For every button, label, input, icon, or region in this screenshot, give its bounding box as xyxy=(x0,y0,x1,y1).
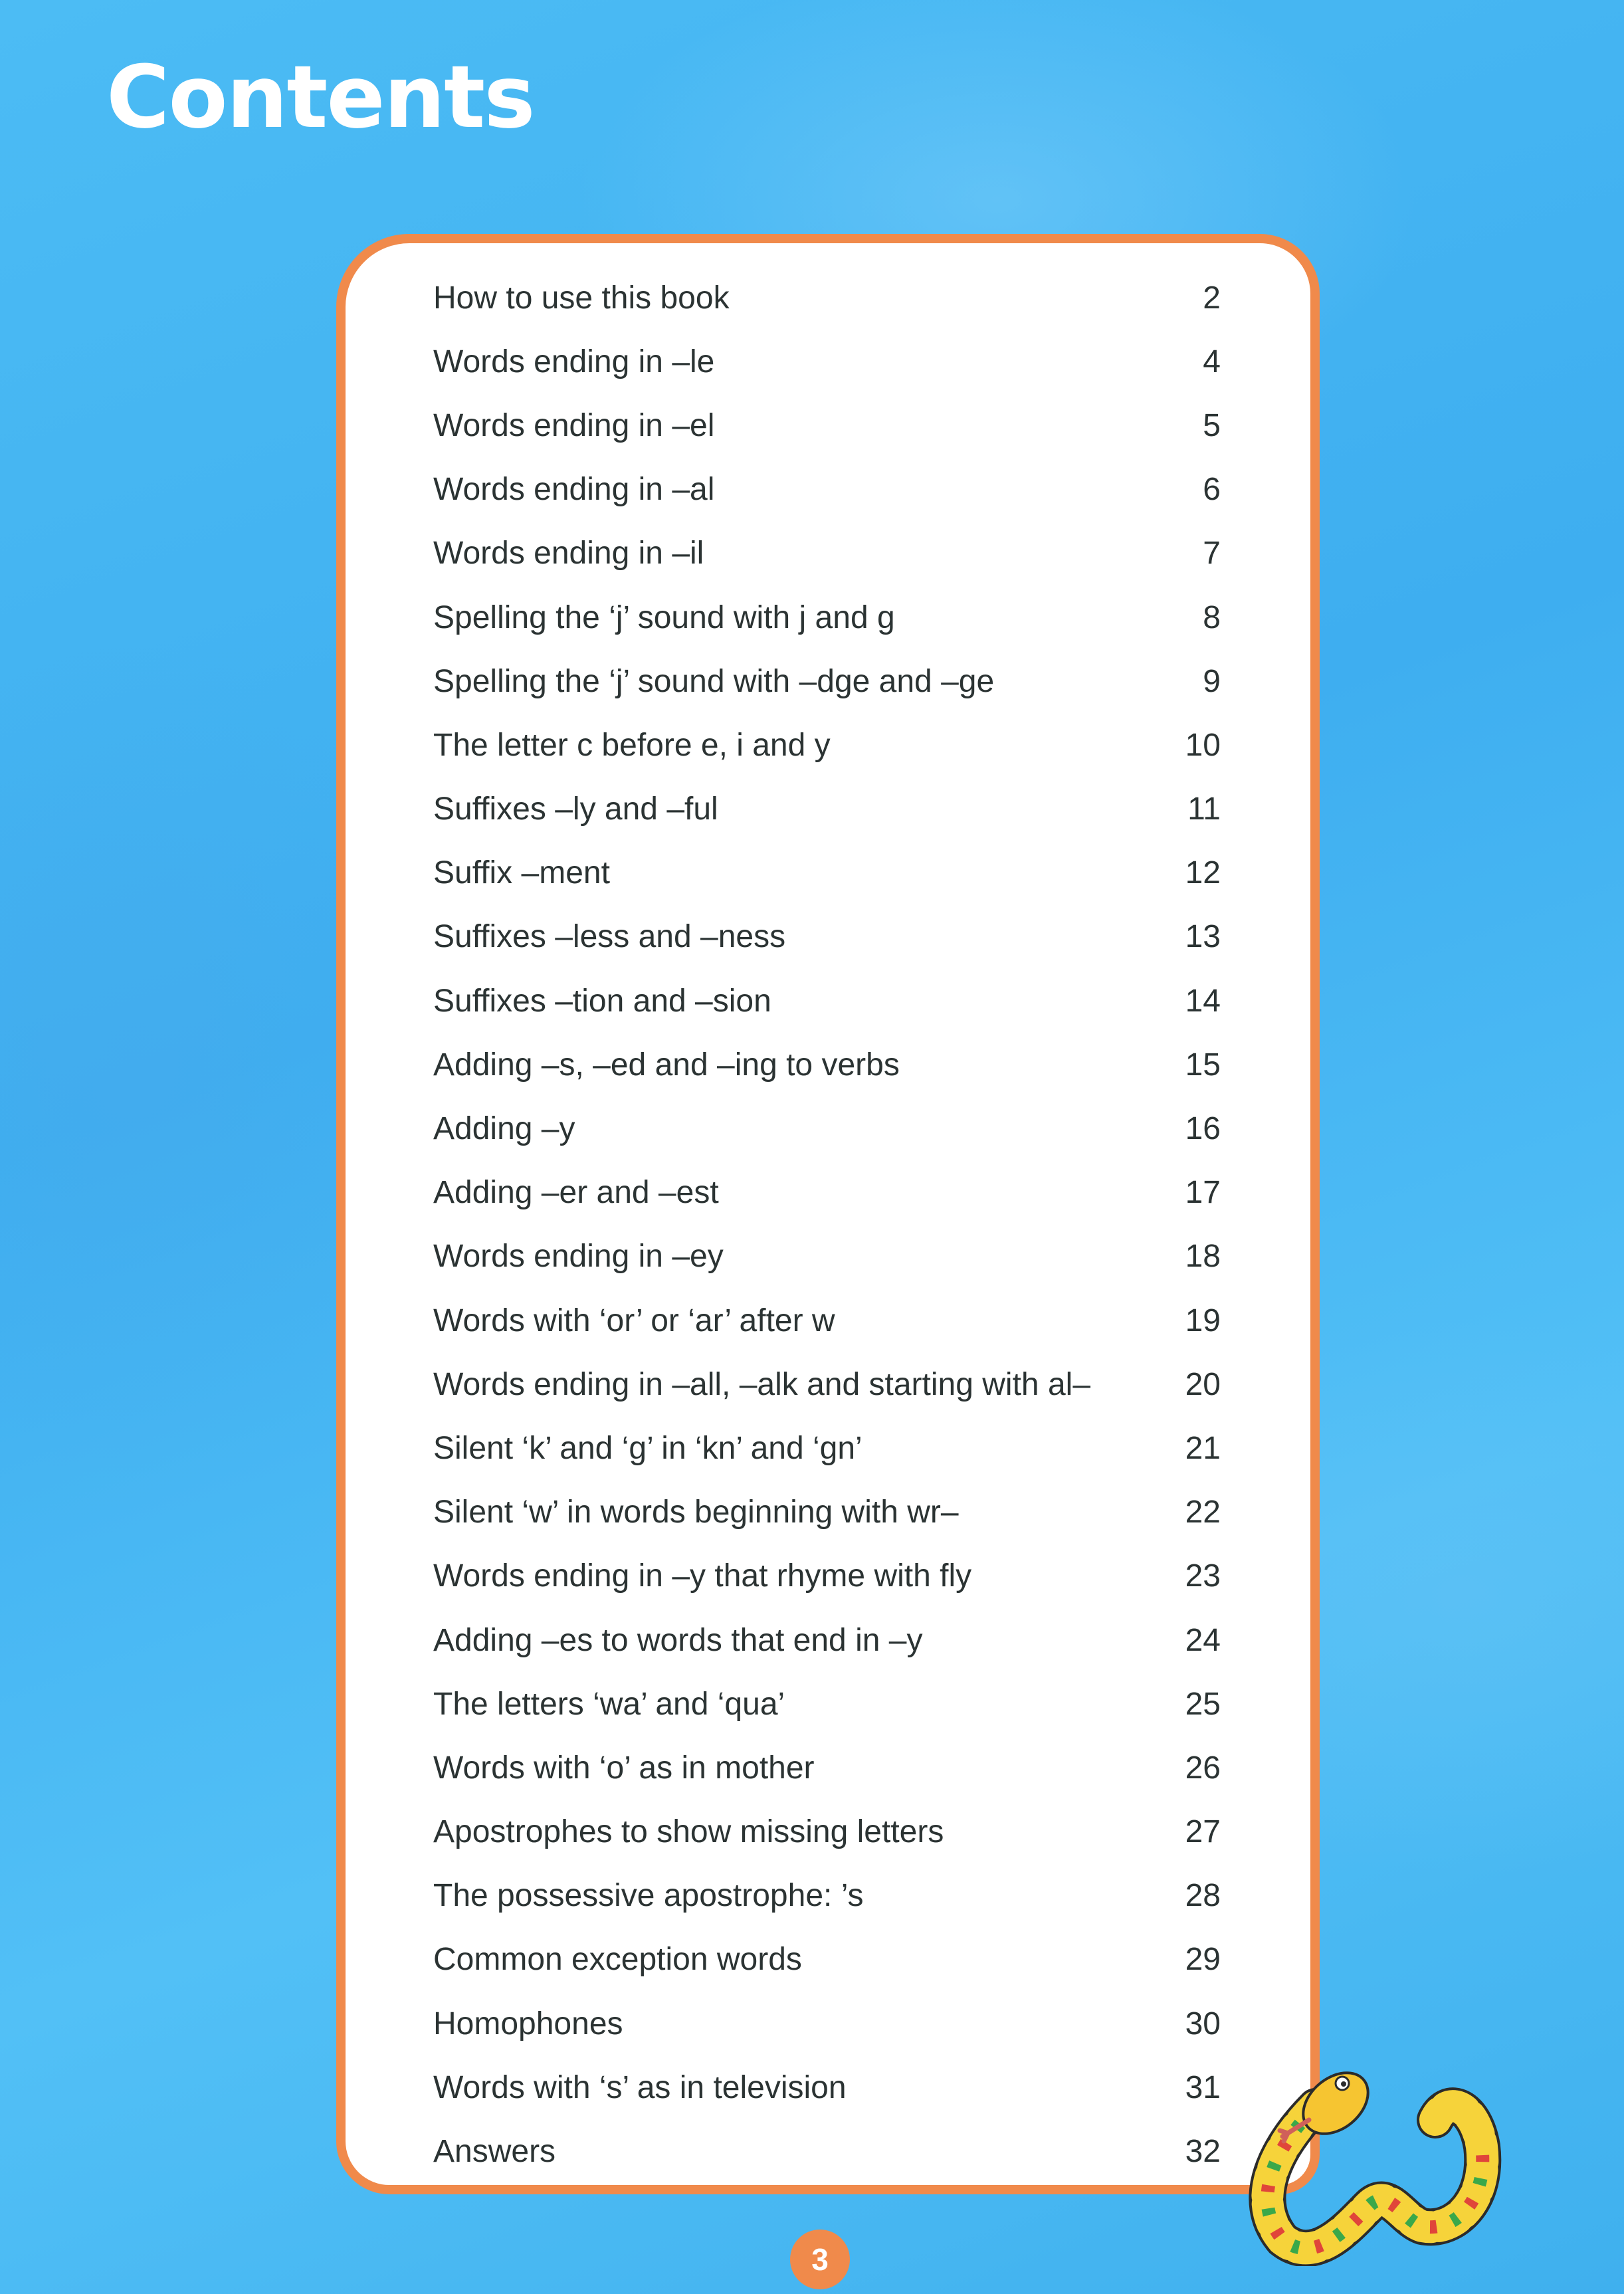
entry-page-number: 17 xyxy=(1185,1175,1221,1211)
entry-page-number: 9 xyxy=(1203,663,1221,699)
contents-entry xyxy=(433,778,1221,841)
entry-page-number: 5 xyxy=(1203,407,1221,443)
entry-page-number: 22 xyxy=(1185,1495,1221,1530)
entry-page-number: 15 xyxy=(1185,1047,1221,1083)
entry-title: Spelling the ‘j’ sound with j and g xyxy=(433,599,895,635)
entry-title: Common exception words xyxy=(433,1942,802,1978)
contents-entry xyxy=(433,969,1221,1033)
contents-entry xyxy=(433,1352,1221,1416)
entry-page-number: 23 xyxy=(1185,1558,1221,1594)
contents-entry xyxy=(433,1033,1221,1096)
entry-title: Words ending in –ey xyxy=(433,1239,724,1275)
entry-page-number: 6 xyxy=(1203,472,1221,508)
contents-entry xyxy=(433,458,1221,522)
entry-title: Words with ‘o’ as in mother xyxy=(433,1750,815,1786)
entry-title: Answers xyxy=(433,2134,556,2170)
contents-entry xyxy=(433,1992,1221,2055)
page-title: Contents xyxy=(106,47,534,148)
entry-title: Suffix –ment xyxy=(433,855,610,891)
entry-title: Suffixes –less and –ness xyxy=(433,919,786,955)
contents-entry xyxy=(433,1416,1221,1480)
entry-page-number: 32 xyxy=(1185,2134,1221,2170)
entry-page-number: 28 xyxy=(1185,1878,1221,1914)
contents-entry xyxy=(433,1736,1221,1800)
entry-title: Adding –es to words that end in –y xyxy=(433,1622,923,1658)
entry-page-number: 19 xyxy=(1185,1303,1221,1338)
entry-page-number: 31 xyxy=(1185,2069,1221,2105)
entry-page-number: 30 xyxy=(1185,2006,1221,2041)
entry-title: Silent ‘k’ and ‘g’ in ‘kn’ and ‘gn’ xyxy=(433,1430,863,1466)
entry-page-number: 21 xyxy=(1185,1430,1221,1466)
entry-page-number: 29 xyxy=(1185,1942,1221,1978)
entry-page-number: 25 xyxy=(1185,1686,1221,1722)
entry-page-number: 4 xyxy=(1203,344,1221,379)
entry-title: Adding –y xyxy=(433,1111,575,1147)
contents-entry xyxy=(433,1608,1221,1672)
entry-title: Words ending in –al xyxy=(433,472,715,508)
entry-title: Adding –s, –ed and –ing to verbs xyxy=(433,1047,900,1083)
contents-entry xyxy=(433,1161,1221,1225)
contents-entry xyxy=(433,2055,1221,2119)
entry-title: Words ending in –el xyxy=(433,407,715,443)
entry-page-number: 2 xyxy=(1203,280,1221,316)
entry-title: Suffixes –ly and –ful xyxy=(433,791,718,827)
page-number-badge: 3 xyxy=(790,2230,850,2289)
entry-title: Suffixes –tion and –sion xyxy=(433,983,771,1019)
entry-page-number: 16 xyxy=(1185,1111,1221,1147)
contents-entry xyxy=(433,1928,1221,1992)
snake-illustration-icon xyxy=(1236,2067,1528,2266)
contents-entry xyxy=(433,841,1221,905)
entry-title: Words with ‘s’ as in television xyxy=(433,2069,847,2105)
contents-entry xyxy=(433,1800,1221,1864)
contents-entry xyxy=(433,330,1221,393)
entry-title: Silent ‘w’ in words beginning with wr– xyxy=(433,1495,959,1530)
entry-page-number: 20 xyxy=(1185,1366,1221,1402)
contents-list xyxy=(433,266,1221,2184)
entry-title: Apostrophes to show missing letters xyxy=(433,1814,944,1850)
contents-entry xyxy=(433,1481,1221,1544)
contents-entry xyxy=(433,1672,1221,1736)
entry-title: Words ending in –y that rhyme with fly xyxy=(433,1558,972,1594)
contents-entry xyxy=(433,1225,1221,1289)
entry-title: Words with ‘or’ or ‘ar’ after w xyxy=(433,1303,835,1338)
contents-entry xyxy=(433,1289,1221,1352)
entry-page-number: 7 xyxy=(1203,536,1221,572)
entry-page-number: 11 xyxy=(1187,791,1221,827)
entry-page-number: 27 xyxy=(1185,1814,1221,1850)
entry-title: Words ending in –le xyxy=(433,344,715,379)
contents-entry xyxy=(433,585,1221,649)
entry-title: The letters ‘wa’ and ‘qua’ xyxy=(433,1686,785,1722)
entry-title: How to use this book xyxy=(433,280,730,316)
contents-entry xyxy=(433,393,1221,457)
entry-page-number: 14 xyxy=(1185,983,1221,1019)
entry-title: Homophones xyxy=(433,2006,623,2041)
entry-title: Adding –er and –est xyxy=(433,1175,719,1211)
entry-title: Words ending in –all, –alk and starting with al– xyxy=(433,1366,1091,1402)
contents-entry xyxy=(433,2119,1221,2183)
entry-title: The possessive apostrophe: ’s xyxy=(433,1878,864,1914)
entry-title: The letter c before e, i and y xyxy=(433,727,831,763)
entry-page-number: 24 xyxy=(1185,1622,1221,1658)
contents-entry xyxy=(433,522,1221,585)
contents-entry xyxy=(433,266,1221,330)
entry-title: Spelling the ‘j’ sound with –dge and –ge xyxy=(433,663,995,699)
entry-page-number: 13 xyxy=(1185,919,1221,955)
entry-page-number: 26 xyxy=(1185,1750,1221,1786)
contents-entry xyxy=(433,1544,1221,1608)
entry-page-number: 18 xyxy=(1185,1239,1221,1275)
entry-page-number: 12 xyxy=(1185,855,1221,891)
contents-entry xyxy=(433,649,1221,713)
contents-entry xyxy=(433,905,1221,969)
contents-entry xyxy=(433,1096,1221,1160)
entry-page-number: 10 xyxy=(1185,727,1221,763)
entry-page-number: 8 xyxy=(1203,599,1221,635)
contents-entry xyxy=(433,713,1221,777)
contents-entry xyxy=(433,1864,1221,1928)
entry-title: Words ending in –il xyxy=(433,536,704,572)
